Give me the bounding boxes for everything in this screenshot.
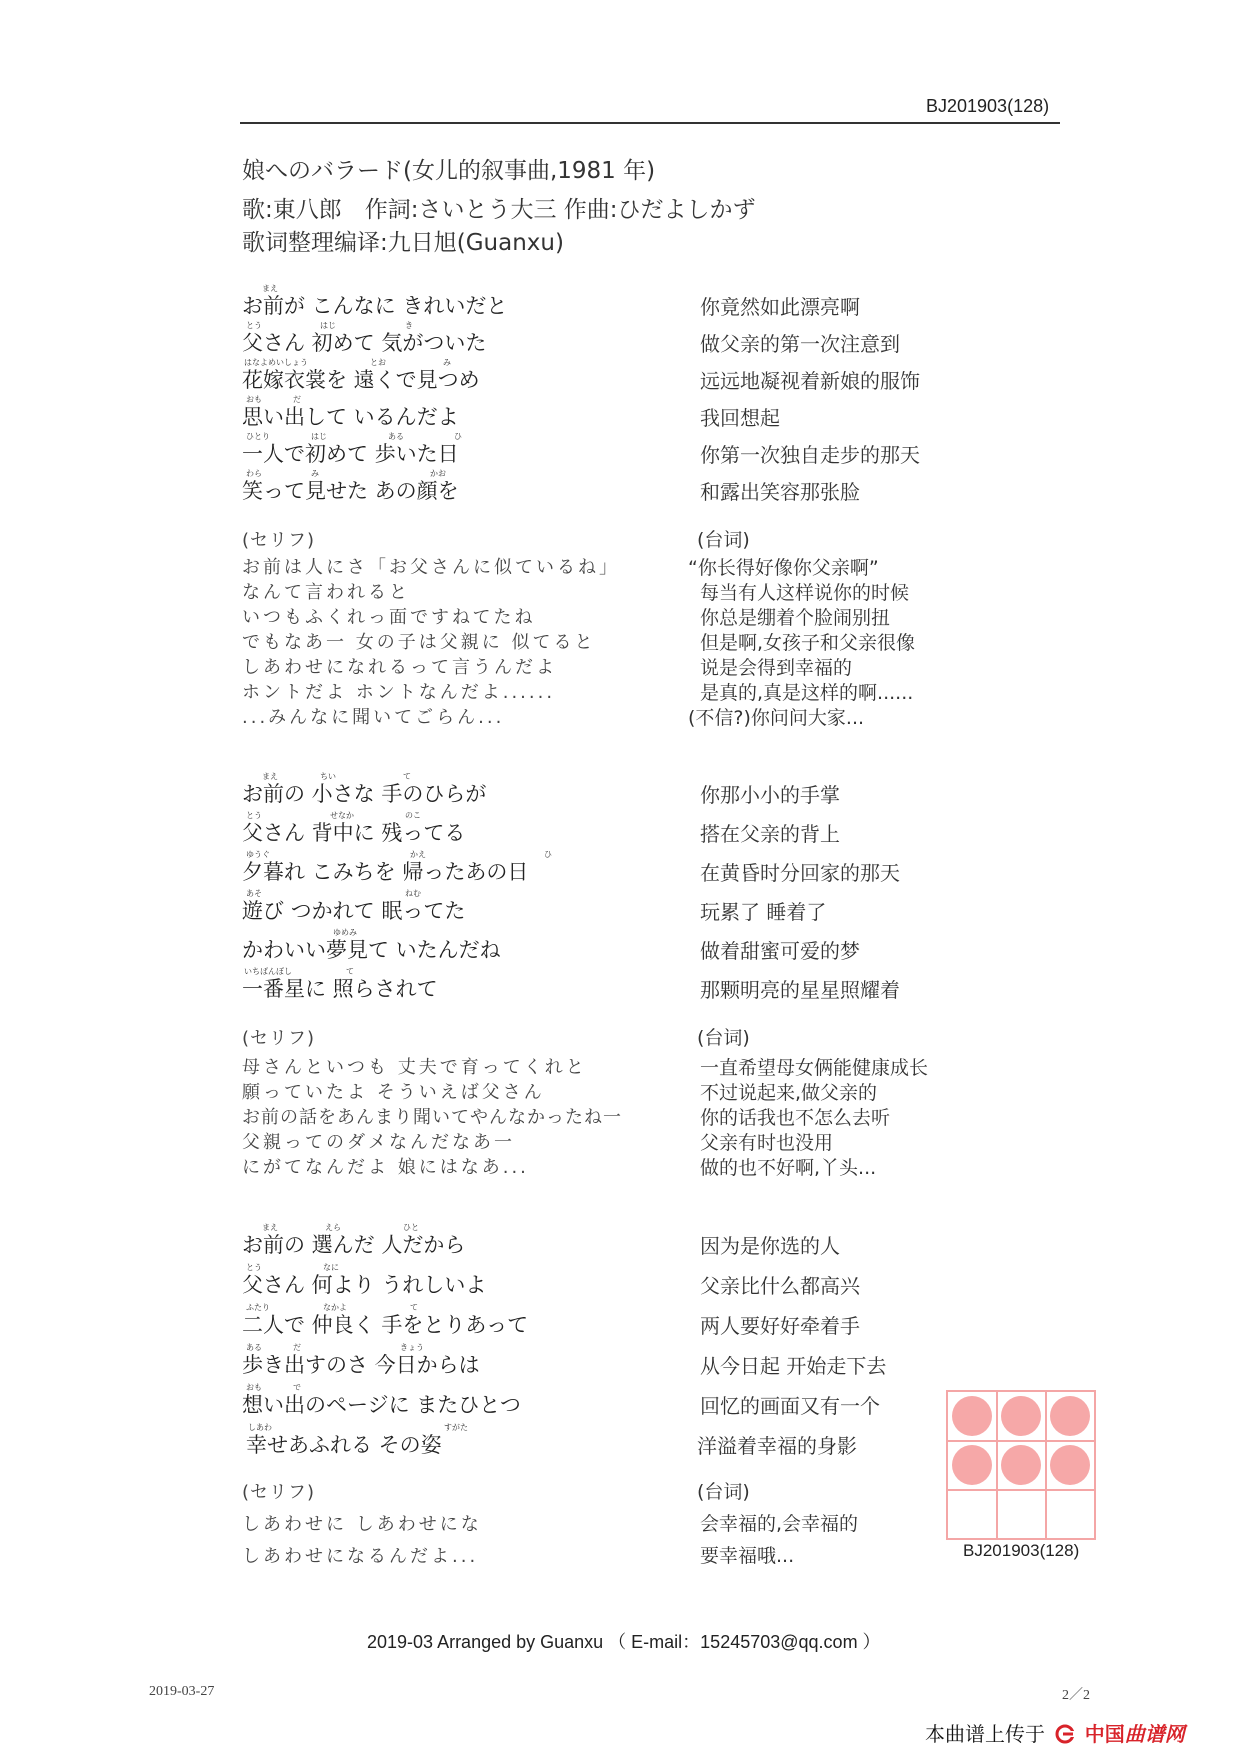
print-date: 2019-03-27	[149, 1684, 215, 1699]
serif-line-cn: 每当有人这样说你的时候	[700, 582, 910, 604]
serif-label-jp: (セリフ)	[242, 1482, 316, 1503]
lyric-line-jp: 幸せあふれる その姿	[246, 1433, 442, 1457]
lyric-line-jp: 遊び つかれて 眠ってた	[242, 899, 466, 923]
furigana: きょう	[400, 1343, 424, 1352]
lyric-line-jp: お前が こんなに きれいだと	[242, 294, 508, 318]
serif-line-cn: 做的也不好啊,丫头...	[700, 1157, 877, 1179]
seal-stamp	[946, 1390, 1096, 1540]
upload-watermark	[925, 1718, 1185, 1747]
lyric-line-cn: 我回想起	[700, 406, 780, 430]
furigana: かえ	[410, 850, 426, 859]
furigana: で	[293, 1383, 301, 1392]
furigana: ある	[388, 432, 404, 441]
furigana: て	[346, 967, 354, 976]
furigana: おも	[246, 395, 262, 404]
furigana: ふたり	[246, 1303, 270, 1312]
serif-line-cn: 但是啊,女孩子和父亲很像	[700, 632, 916, 654]
serif-line-jp: しあわせになるんだよ...	[242, 1546, 479, 1567]
serif-label-cn: (台词)	[697, 1481, 750, 1503]
lyric-line-cn: 你那小小的手掌	[700, 783, 840, 807]
furigana: しあわ	[248, 1423, 272, 1432]
serif-line-jp: ホントだよ ホントなんだよ......	[242, 682, 556, 703]
lyric-line-cn: 因为是你选的人	[700, 1234, 840, 1258]
furigana: まえ	[262, 772, 278, 781]
furigana: おも	[246, 1383, 262, 1392]
furigana: ひ	[454, 432, 462, 441]
furigana: ゆめみ	[333, 928, 357, 937]
lyric-line-jp: 歩き出すのさ 今日からは	[242, 1353, 480, 1377]
furigana: だ	[293, 395, 301, 404]
serif-line-cn: (不信?)你问问大家...	[688, 707, 865, 729]
serif-line-cn: 一直希望母女俩能健康成长	[700, 1057, 929, 1079]
page-number: 2／2	[1062, 1688, 1090, 1703]
serif-line-cn: 你总是绷着个脸闹别扭	[700, 607, 891, 629]
lyric-line-jp: 父さん 背中に 残ってる	[242, 821, 466, 845]
serif-line-jp: ...みんなに聞いてごらん...	[242, 707, 505, 728]
furigana: とう	[246, 1263, 262, 1272]
serif-label-cn: (台词)	[697, 529, 750, 551]
lyric-line-cn: 你第一次独自走步的那天	[700, 443, 920, 467]
translator-credit: 歌词整理编译:九日旭(Guanxu)	[242, 230, 564, 256]
furigana: せなか	[330, 811, 354, 820]
lyric-line-cn: 玩累了 睡着了	[700, 900, 827, 924]
furigana: とう	[246, 811, 262, 820]
furigana: なに	[323, 1263, 339, 1272]
stamp-char: 日	[1012, 1518, 1028, 1536]
lyric-line-jp: 父さん 初めて 気がついた	[242, 331, 487, 355]
serif-line-jp: 父親ってのダメなんだなあ一	[242, 1132, 515, 1153]
furigana: はじ	[311, 432, 327, 441]
furigana: ひと	[403, 1223, 419, 1232]
stamp-caption: BJ201903(128)	[963, 1541, 1080, 1560]
furigana: ゆうぐ	[246, 850, 270, 859]
furigana: えら	[325, 1223, 341, 1232]
furigana: とお	[370, 358, 386, 367]
furigana: のこ	[405, 811, 421, 820]
furigana: まえ	[262, 1223, 278, 1232]
site-logo-icon	[1055, 1724, 1077, 1744]
lyric-line-cn: 搭在父亲的背上	[700, 822, 840, 846]
furigana: とう	[246, 321, 262, 330]
lyric-line-cn: 在黄昏时分回家的那天	[700, 861, 900, 885]
lyric-line-jp: 一人で初めて 歩いた日	[242, 442, 459, 466]
lyric-line-cn: 洋溢着幸福的身影	[697, 1434, 857, 1458]
serif-label-jp: (セリフ)	[242, 1028, 316, 1049]
song-credits: 歌:東八郎 作詞:さいとう大三 作曲:ひだよしかず	[242, 197, 756, 223]
furigana: はじ	[320, 321, 336, 330]
song-title: 娘へのバラード(女儿的叙事曲,1981 年)	[242, 158, 656, 184]
furigana: わら	[246, 469, 262, 478]
serif-line-jp: お前は人にさ「お父さんに似ているね」	[242, 557, 620, 578]
serif-line-cn: 父亲有时也没用	[700, 1132, 834, 1154]
furigana: ひとり	[246, 432, 270, 441]
serif-line-cn: “你长得好像你父亲啊”	[688, 557, 879, 579]
lyric-line-cn: 那颗明亮的星星照耀着	[700, 978, 900, 1002]
lyric-line-cn: 做着甜蜜可爱的梦	[700, 939, 860, 963]
lyric-line-jp: お前の 小さな 手のひらが	[242, 782, 487, 806]
furigana: だ	[293, 1343, 301, 1352]
serif-line-cn: 你的话我也不怎么去听	[700, 1107, 891, 1129]
furigana: まえ	[262, 284, 278, 293]
arranger-footer: 2019-03 Arranged by Guanxu （ E-mail：15245703@qq.com ）	[367, 1632, 881, 1652]
lyric-line-jp: 花嫁衣裳を 遠くで見つめ	[242, 368, 480, 392]
furigana: て	[410, 1303, 418, 1312]
lyric-line-cn: 做父亲的第一次注意到	[700, 332, 900, 356]
serif-label-jp: (セリフ)	[242, 530, 316, 551]
serif-line-jp: 願っていたよ そういえば父さん	[242, 1082, 545, 1103]
serif-line-cn: 说是会得到幸福的	[700, 657, 853, 679]
site-brand-suffix: 曲谱网	[1124, 1722, 1185, 1746]
lyric-line-cn: 父亲比什么都高兴	[700, 1274, 860, 1298]
serif-line-jp: しあわせに しあわせにな	[242, 1514, 482, 1535]
furigana: ちい	[320, 772, 336, 781]
furigana: き	[405, 321, 413, 330]
lyric-line-cn: 你竟然如此漂亮啊	[700, 295, 860, 319]
site-brand-name: 中国	[1084, 1722, 1125, 1746]
stamp-char: 九	[962, 1518, 978, 1536]
furigana: いちばんぼし	[244, 967, 292, 976]
serif-line-cn: 是真的,真是这样的啊......	[700, 682, 914, 704]
lyric-line-jp: 笑って見せた あの顔を	[242, 479, 459, 503]
furigana: すがた	[444, 1423, 468, 1432]
serif-line-jp: いつもふくれっ面ですねてたね	[242, 607, 536, 628]
furigana: ひ	[544, 850, 552, 859]
furigana: て	[403, 772, 411, 781]
lyric-line-jp: 一番星に 照らされて	[242, 977, 438, 1001]
lyric-line-jp: 二人で 仲良く 手をとりあって	[242, 1313, 529, 1337]
document-id: BJ201903(128)	[926, 96, 1050, 116]
lyric-line-jp: 夕暮れ こみちを 帰ったあの日	[242, 860, 529, 884]
serif-line-jp: にがてなんだよ 娘にはなあ...	[242, 1157, 529, 1178]
furigana: ある	[246, 1343, 262, 1352]
furigana: あそ	[246, 889, 262, 898]
lyric-line-cn: 两人要好好牵着手	[700, 1314, 860, 1338]
serif-label-cn: (台词)	[697, 1027, 750, 1049]
lyric-line-jp: 想い出のページに またひとつ	[242, 1393, 521, 1417]
lyric-line-cn: 和露出笑容那张脸	[700, 480, 860, 504]
lyric-line-jp: お前の 選んだ 人だから	[242, 1233, 466, 1257]
furigana: み	[311, 469, 319, 478]
lyric-line-jp: 思い出して いるんだよ	[242, 405, 459, 429]
serif-line-jp: しあわせになれるって言うんだよ	[242, 657, 557, 678]
stamp-char: 旭	[1061, 1518, 1077, 1536]
serif-line-jp: でもなあ一 女の子は父親に 似てると	[242, 632, 596, 653]
lyric-line-cn: 远远地凝视着新娘的服饰	[700, 369, 920, 393]
serif-line-cn: 不过说起来,做父亲的	[700, 1082, 878, 1104]
lyric-line-jp: かわいい夢見て いたんだね	[242, 938, 501, 962]
lyric-line-cn: 从今日起 开始走下去	[700, 1354, 887, 1378]
serif-line-cn: 会幸福的,会幸福的	[700, 1513, 859, 1535]
furigana: ねむ	[405, 889, 421, 898]
furigana: かお	[430, 469, 446, 478]
furigana: はなよめいしょう	[244, 358, 308, 367]
serif-line-cn: 要幸福哦...	[700, 1545, 795, 1567]
watermark-prefix: 本曲谱上传于	[925, 1722, 1045, 1746]
lyric-line-jp: 父さん 何より うれしいよ	[242, 1273, 487, 1297]
header-rule	[240, 122, 1060, 124]
furigana: なかよ	[323, 1303, 347, 1312]
serif-line-jp: お前の話をあんまり聞いてやんなかったね一	[242, 1107, 622, 1128]
furigana: み	[443, 358, 451, 367]
lyric-line-cn: 回忆的画面又有一个	[700, 1394, 880, 1418]
serif-line-jp: なんて言われると	[242, 582, 410, 603]
serif-line-jp: 母さんといつも 丈夫で育ってくれと	[242, 1057, 587, 1078]
